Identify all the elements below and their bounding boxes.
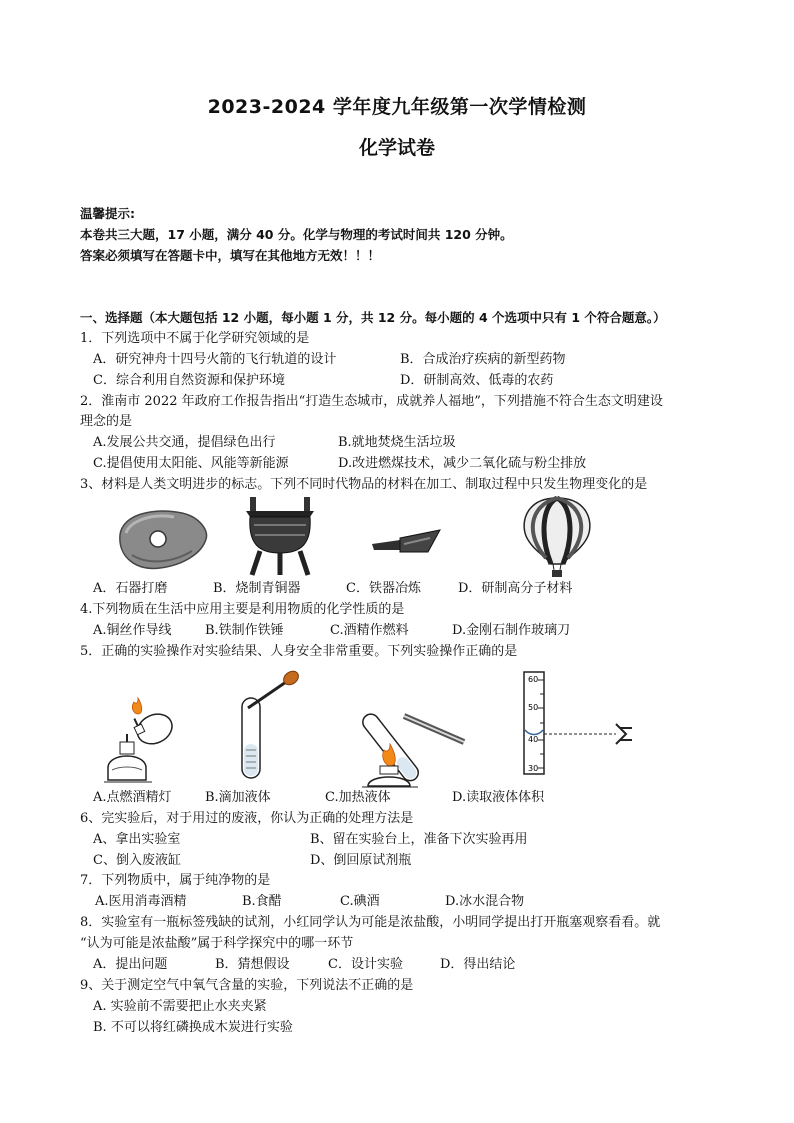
q1-option-a: A．研究神舟十四号火箭的飞行轨道的设计 xyxy=(93,352,337,367)
page-title: 2023-2024 学年度九年级第一次学情检测 xyxy=(207,96,587,118)
q6-option-c: C、倒入废液缸 xyxy=(93,853,181,868)
q4-option-b: B.铁制作铁锤 xyxy=(205,623,284,638)
q3-option-b: B．烧制青铜器 xyxy=(213,581,301,596)
q7-option-d: D.冰水混合物 xyxy=(445,894,525,909)
q8-option-c: C．设计实验 xyxy=(328,957,403,972)
q4-option-c: C.酒精作燃料 xyxy=(330,623,409,638)
question-5-stem: 5．正确的实验操作对实验结果、人身安全非常重要。下列实验操作正确的是 xyxy=(80,644,518,659)
bronze-vessel-image xyxy=(240,495,320,577)
hot-air-balloon-image xyxy=(518,496,596,578)
q8-option-d: D．得出结论 xyxy=(440,957,516,972)
q6-option-a: A、拿出实验室 xyxy=(93,832,181,847)
question-7-stem: 7．下列物质中，属于纯净物的是 xyxy=(80,873,271,888)
tick-label-40: 40 xyxy=(528,735,539,744)
q2-option-d: D.改进燃煤技术，减少二氧化硫与粉尘排放 xyxy=(338,456,587,471)
q5-option-d: D.读取液体体积 xyxy=(452,790,545,805)
q5-option-a: A.点燃酒精灯 xyxy=(93,790,172,805)
question-2-stem: 2．淮南市 2022 年政府工作报告指出“打造生态城市，成就养人福地”，下列措施不符合生态文明建设 xyxy=(80,394,663,409)
question-8-stem-cont: “认为可能是浓盐酸”属于科学探究中的哪一环节 xyxy=(80,936,354,951)
q7-option-a: A.医用消毒酒精 xyxy=(95,894,187,909)
q4-option-d: D.金刚石制作玻璃刀 xyxy=(452,623,571,638)
q8-option-b: B．猜想假设 xyxy=(215,957,290,972)
dropper-test-tube-image xyxy=(236,668,306,788)
question-4-stem: 4.下列物质在生活中应用主要是利用物质的化学性质的是 xyxy=(80,602,405,617)
question-9-stem: 9、关于测定空气中氧气含量的实验，下列说法不正确的是 xyxy=(80,978,414,993)
q3-option-c: C．铁器冶炼 xyxy=(346,581,421,596)
q6-option-d: D、倒回原试剂瓶 xyxy=(310,853,412,868)
q5-option-c: C.加热液体 xyxy=(325,790,391,805)
q3-option-d: D．研制高分子材料 xyxy=(458,581,573,596)
q9-option-b: B. 不可以将红磷换成木炭进行实验 xyxy=(93,1020,293,1035)
q8-option-a: A．提出问题 xyxy=(93,957,168,972)
q4-option-a: A.铜丝作导线 xyxy=(93,623,172,638)
q7-option-c: C.碘酒 xyxy=(340,894,380,909)
tick-label-50: 50 xyxy=(528,703,539,712)
page-subtitle: 化学试卷 xyxy=(358,137,435,159)
question-2-stem-cont: 理念的是 xyxy=(80,414,133,429)
q1-option-d: D．研制高效、低毒的农药 xyxy=(400,373,554,388)
tick-label-30: 30 xyxy=(528,764,539,773)
notice-line-2: 答案必须填写在答题卡中，填写在其他地方无效！！！ xyxy=(80,248,381,263)
iron-tool-image xyxy=(370,522,442,562)
q2-option-a: A.发展公共交通，提倡绿色出行 xyxy=(93,435,276,450)
q3-option-a: A．石器打磨 xyxy=(93,581,168,596)
question-1-stem: 1．下列选项中不属于化学研究领域的是 xyxy=(80,331,310,346)
question-6-stem: 6、完实验后，对于用过的废液，你认为正确的处理方法是 xyxy=(80,811,414,826)
notice-heading: 温馨提示: xyxy=(80,206,135,221)
graduated-cylinder-image xyxy=(520,668,640,778)
question-8-stem: 8．实验室有一瓶标签残缺的试剂，小红同学认为可能是浓盐酸，小明同学提出打开瓶塞观察看看。就 xyxy=(80,915,661,930)
heating-test-tube-image xyxy=(360,680,470,790)
q2-option-b: B.就地焚烧生活垃圾 xyxy=(338,435,456,450)
q2-option-c: C.提倡使用太阳能、风能等新能源 xyxy=(93,456,289,471)
question-3-stem: 3、材料是人类文明进步的标志。下列不同时代物品的材料在加工、制取过程中只发生物理变化的是 xyxy=(80,477,648,492)
q1-option-c: C．综合利用自然资源和保护环境 xyxy=(93,373,285,388)
q1-option-b: B．合成治疗疾病的新型药物 xyxy=(400,352,566,367)
q7-option-b: B.食醋 xyxy=(242,894,282,909)
tick-label-60: 60 xyxy=(528,675,539,684)
notice-line-1: 本卷共三大题，17 小题，满分 40 分。化学与物理的考试时间共 120 分钟。 xyxy=(80,227,513,242)
stone-tool-image xyxy=(112,505,212,573)
q5-option-b: B.滴加液体 xyxy=(205,790,271,805)
q9-option-a: A. 实验前不需要把止水夹夹紧 xyxy=(93,999,267,1014)
q6-option-b: B、留在实验台上，准备下次实验再用 xyxy=(310,832,528,847)
section-heading: 一、选择题（本大题包括 12 小题，每小题 1 分，共 12 分。每小题的 4 个选项中只有 1 个符合题意。） xyxy=(80,310,666,325)
alcohol-lamp-lighting-image xyxy=(100,690,190,790)
